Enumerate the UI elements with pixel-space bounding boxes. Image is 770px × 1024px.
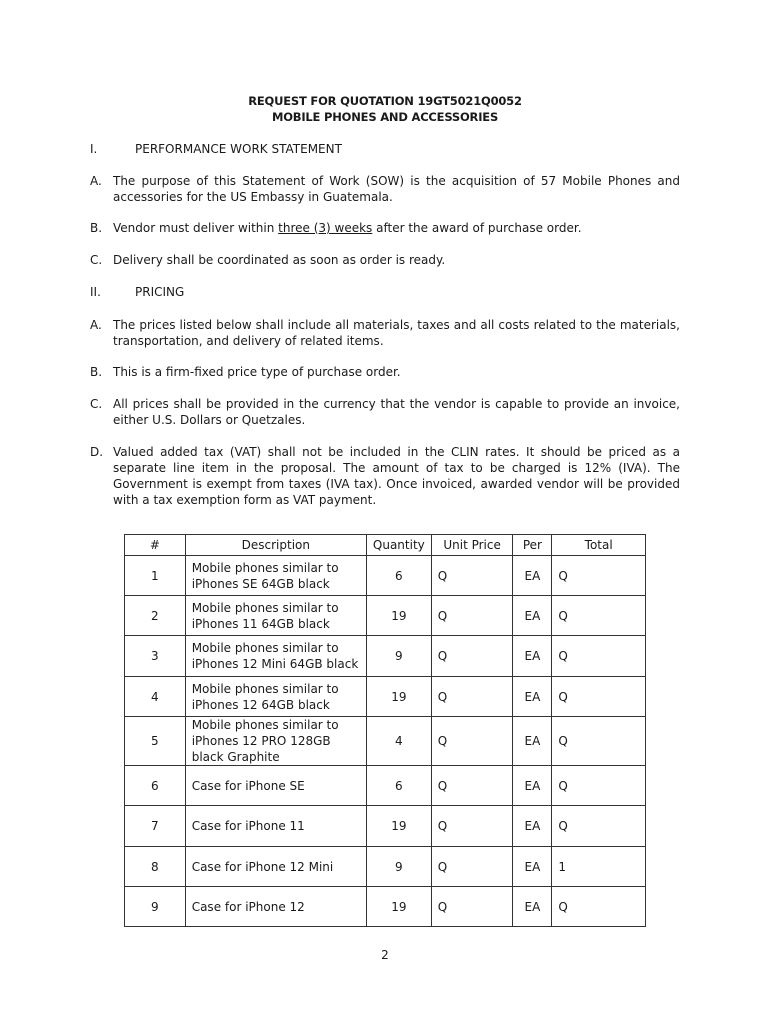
table-row bbox=[125, 596, 646, 636]
page-number: 2 bbox=[381, 948, 389, 962]
cell-per: EA bbox=[513, 556, 552, 596]
cell-total: 1 bbox=[552, 847, 646, 887]
table-row bbox=[125, 847, 646, 887]
section-title: PRICING bbox=[135, 285, 185, 299]
cell-total: Q bbox=[552, 556, 646, 596]
cell-per: EA bbox=[513, 806, 552, 847]
cell-unit-price: Q bbox=[431, 806, 513, 847]
cell-per: EA bbox=[513, 636, 552, 677]
section-1-item-a bbox=[90, 173, 680, 205]
item-letter: A. bbox=[90, 318, 102, 332]
section-number: I. bbox=[90, 142, 98, 156]
cell-total: Q bbox=[552, 636, 646, 677]
item-text: The prices listed below shall include all materials, taxes and all costs related to the materials, transportation, and delivery of related items. bbox=[113, 318, 680, 348]
item-letter: C. bbox=[90, 253, 103, 267]
cell-unit-price: Q bbox=[431, 636, 513, 677]
cell-per: EA bbox=[513, 596, 552, 636]
col-header-total: Total bbox=[552, 535, 646, 556]
cell-number: 9 bbox=[125, 887, 186, 927]
section-1-item-c bbox=[90, 252, 680, 268]
section-2-item-b bbox=[90, 364, 680, 380]
cell-number: 7 bbox=[125, 806, 186, 847]
item-letter: C. bbox=[90, 397, 103, 411]
cell-per: EA bbox=[513, 766, 552, 806]
col-header-unit-price: Unit Price bbox=[431, 535, 513, 556]
cell-quantity: 6 bbox=[366, 766, 431, 806]
table-row bbox=[125, 717, 646, 766]
cell-quantity: 19 bbox=[366, 677, 431, 717]
rfq-title: REQUEST FOR QUOTATION 19GT5021Q0052 bbox=[248, 94, 522, 108]
cell-number: 8 bbox=[125, 847, 186, 887]
section-title: PERFORMANCE WORK STATEMENT bbox=[135, 142, 342, 156]
cell-description: Mobile phones similar to iPhones 12 PRO 128GB black Graphite bbox=[185, 717, 366, 766]
section-2-heading bbox=[90, 285, 184, 299]
cell-unit-price: Q bbox=[431, 677, 513, 717]
col-header-quantity: Quantity bbox=[366, 535, 431, 556]
table-row bbox=[125, 677, 646, 717]
cell-quantity: 19 bbox=[366, 887, 431, 927]
section-2-item-a bbox=[90, 317, 680, 349]
cell-quantity: 9 bbox=[366, 847, 431, 887]
section-1-item-b bbox=[90, 220, 680, 236]
col-header-per: Per bbox=[513, 535, 552, 556]
cell-description: Mobile phones similar to iPhones 12 Mini 64GB black bbox=[185, 636, 366, 677]
cell-per: EA bbox=[513, 677, 552, 717]
item-text: Valued added tax (VAT) shall not be included in the CLIN rates. It should be priced as a separate line item in the proposal. The amount of tax to be charged is 12% (IVA). The Government is exempt from taxes (IVA tax). Once invoiced, awarded vendor will be provided with a tax exemption form as VAT payment. bbox=[113, 445, 680, 507]
item-text: All prices shall be provided in the currency that the vendor is capable to provide an invoice, either U.S. Dollars or Quetzales. bbox=[113, 397, 680, 427]
item-text bbox=[113, 220, 680, 236]
item-letter: D. bbox=[90, 445, 104, 459]
section-2-item-c bbox=[90, 396, 680, 428]
item-text-pre: Vendor must deliver within bbox=[113, 221, 279, 235]
cell-unit-price: Q bbox=[431, 596, 513, 636]
cell-total: Q bbox=[552, 596, 646, 636]
cell-quantity: 19 bbox=[366, 806, 431, 847]
item-letter: B. bbox=[90, 221, 103, 235]
cell-quantity: 4 bbox=[366, 717, 431, 766]
cell-unit-price: Q bbox=[431, 766, 513, 806]
col-header-description: Description bbox=[185, 535, 366, 556]
cell-number: 3 bbox=[125, 636, 186, 677]
cell-per: EA bbox=[513, 717, 552, 766]
cell-total: Q bbox=[552, 677, 646, 717]
cell-description: Mobile phones similar to iPhones 11 64GB black bbox=[185, 596, 366, 636]
cell-total: Q bbox=[552, 887, 646, 927]
table-row bbox=[125, 636, 646, 677]
cell-quantity: 19 bbox=[366, 596, 431, 636]
item-text: Delivery shall be coordinated as soon as order is ready. bbox=[113, 253, 446, 267]
table-header-row bbox=[125, 535, 646, 556]
cell-per: EA bbox=[513, 847, 552, 887]
item-text: This is a firm-fixed price type of purchase order. bbox=[113, 365, 401, 379]
item-text: The purpose of this Statement of Work (SOW) is the acquisition of 57 Mobile Phones and accessories for the US Embassy in Guatemala. bbox=[113, 174, 680, 204]
section-2-item-d bbox=[90, 444, 680, 508]
cell-number: 4 bbox=[125, 677, 186, 717]
cell-description: Case for iPhone 12 bbox=[185, 887, 366, 927]
table-row bbox=[125, 887, 646, 927]
cell-total: Q bbox=[552, 806, 646, 847]
cell-description: Case for iPhone SE bbox=[185, 766, 366, 806]
cell-description: Mobile phones similar to iPhones 12 64GB black bbox=[185, 677, 366, 717]
cell-number: 5 bbox=[125, 717, 186, 766]
pricing-table bbox=[124, 534, 646, 927]
cell-description: Case for iPhone 12 Mini bbox=[185, 847, 366, 887]
cell-description: Case for iPhone 11 bbox=[185, 806, 366, 847]
table-row bbox=[125, 806, 646, 847]
cell-total: Q bbox=[552, 766, 646, 806]
cell-quantity: 6 bbox=[366, 556, 431, 596]
table-row bbox=[125, 556, 646, 596]
cell-unit-price: Q bbox=[431, 556, 513, 596]
section-1-heading bbox=[90, 142, 342, 156]
cell-unit-price: Q bbox=[431, 847, 513, 887]
cell-total: Q bbox=[552, 717, 646, 766]
deadline-underlined: three (3) weeks bbox=[278, 221, 373, 235]
col-header-number: # bbox=[125, 535, 186, 556]
cell-number: 2 bbox=[125, 596, 186, 636]
cell-unit-price: Q bbox=[431, 887, 513, 927]
item-letter: A. bbox=[90, 174, 102, 188]
cell-per: EA bbox=[513, 887, 552, 927]
rfq-subtitle: MOBILE PHONES AND ACCESSORIES bbox=[271, 110, 499, 124]
cell-description: Mobile phones similar to iPhones SE 64GB black bbox=[185, 556, 366, 596]
cell-quantity: 9 bbox=[366, 636, 431, 677]
cell-unit-price: Q bbox=[431, 717, 513, 766]
section-number: II. bbox=[90, 285, 101, 299]
cell-number: 6 bbox=[125, 766, 186, 806]
item-letter: B. bbox=[90, 365, 103, 379]
table-row bbox=[125, 766, 646, 806]
cell-number: 1 bbox=[125, 556, 186, 596]
item-text-post: after the award of purchase order. bbox=[372, 221, 582, 235]
